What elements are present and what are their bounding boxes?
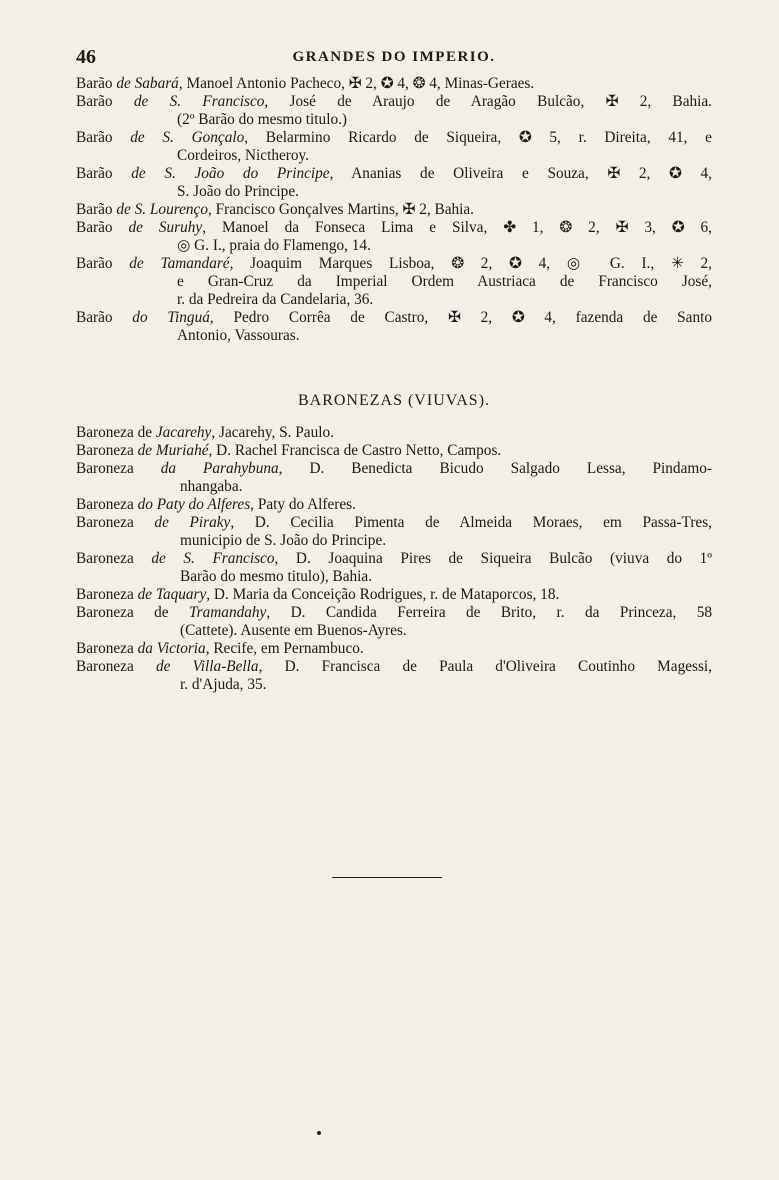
baronezas-entry <box>76 496 712 514</box>
baroes-list <box>76 75 712 345</box>
baroes-entry <box>76 255 712 309</box>
entry-line: Cordeiros, Nictheroy. <box>177 147 309 164</box>
baronezas-entry <box>76 514 712 550</box>
entry-line: Barão de S. Lourenço, Francisco Gonçalves Martins, ✠ 2, Bahia. <box>76 201 474 218</box>
section-title: BARONEZAS (VIUVAS). <box>297 392 491 409</box>
baronezas-entry <box>76 550 712 586</box>
baronezas-entry <box>76 460 712 496</box>
entry-line: Baroneza de Villa-Bella, D. Francisca de Paula d'Oliveira Coutinho Magessi, <box>76 658 712 675</box>
baronezas-entry <box>76 424 712 442</box>
baronezas-entry <box>76 442 712 460</box>
entry-line: Baroneza de S. Francisco, D. Joaquina Pires de Siqueira Bulcão (viuva do 1º <box>76 550 712 567</box>
baroes-entry <box>76 129 712 165</box>
entry-line: Baroneza de Muriahé, D. Rachel Francisca de Castro Netto, Campos. <box>76 442 502 459</box>
closing-rule <box>332 877 442 878</box>
baroes-entry <box>76 93 712 129</box>
baroes-entry <box>76 75 712 93</box>
entry-line: Baroneza da Parahybuna, D. Benedicta Bicudo Salgado Lessa, Pindamo- <box>76 460 712 477</box>
entry-line: ◎ G. I., praia do Flamengo, 14. <box>177 237 371 254</box>
entry-line: (Cattete). Ausente em Buenos-Ayres. <box>180 622 407 639</box>
entry-line: r. da Pedreira da Candelaria, 36. <box>177 291 374 308</box>
entry-line: Barão do Tinguá, Pedro Corrêa de Castro, ✠ 2, ✪ 4, fazenda de Santo <box>76 309 712 326</box>
entry-line: Barão de Suruhy, Manoel da Fonseca Lima e Silva, ✤ 1, ❂ 2, ✠ 3, ✪ 6, <box>76 219 712 236</box>
entry-line: Barão de Sabará, Manoel Antonio Pacheco, ✠ 2, ✪ 4, ❂ 4, Minas-Geraes. <box>76 75 535 92</box>
running-title: GRANDES DO IMPERIO. <box>292 49 496 65</box>
baroes-entry <box>76 219 712 255</box>
baronezas-list <box>76 424 712 694</box>
entry-line: Barão de Tamandaré, Joaquim Marques Lisboa, ❂ 2, ✪ 4, ◎ G. I., ✳ 2, <box>76 255 712 272</box>
entry-line: Barão de S. João do Principe, Ananias de Oliveira e Souza, ✠ 2, ✪ 4, <box>76 165 712 182</box>
entry-line: S. João do Principe. <box>177 183 299 200</box>
entry-line: Baroneza de Tramandahy, D. Candida Ferreira de Brito, r. da Princeza, 58 <box>76 604 712 621</box>
page-mark <box>317 1131 321 1135</box>
entry-line: e Gran-Cruz da Imperial Ordem Austriaca de Francisco José, <box>177 273 712 290</box>
entry-line: Antonio, Vassouras. <box>177 327 300 344</box>
entry-line: Baroneza de Jacarehy, Jacarehy, S. Paulo. <box>76 424 334 441</box>
entry-line: nhangaba. <box>180 478 243 495</box>
entry-line: Baroneza do Paty do Alferes, Paty do Alferes. <box>76 496 356 513</box>
entry-line: r. d'Ajuda, 35. <box>180 676 267 693</box>
entry-line: municipio de S. João do Principe. <box>180 532 387 549</box>
page-number: 46 <box>76 46 96 68</box>
baroes-entry <box>76 309 712 345</box>
entry-line: Barão de S. Francisco, José de Araujo de Aragão Bulcão, ✠ 2, Bahia. <box>76 93 712 110</box>
baronezas-entry <box>76 604 712 640</box>
baronezas-entry <box>76 658 712 694</box>
entry-line: Baroneza de Taquary, D. Maria da Conceição Rodrigues, r. de Mataporcos, 18. <box>76 586 560 603</box>
entry-line: (2º Barão do mesmo titulo.) <box>177 111 348 128</box>
entry-line: Baroneza de Piraky, D. Cecilia Pimenta de Almeida Moraes, em Passa-Tres, <box>76 514 712 531</box>
entry-line: Baroneza da Victoria, Recife, em Pernambuco. <box>76 640 364 657</box>
entry-line: Barão do mesmo titulo), Bahia. <box>180 568 373 585</box>
page-header <box>76 46 712 72</box>
baroes-entry <box>76 201 712 219</box>
baronezas-entry <box>76 640 712 658</box>
entry-line: Barão de S. Gonçalo, Belarmino Ricardo de Siqueira, ✪ 5, r. Direita, 41, e <box>76 129 712 146</box>
baroes-entry <box>76 165 712 201</box>
baronezas-entry <box>76 586 712 604</box>
